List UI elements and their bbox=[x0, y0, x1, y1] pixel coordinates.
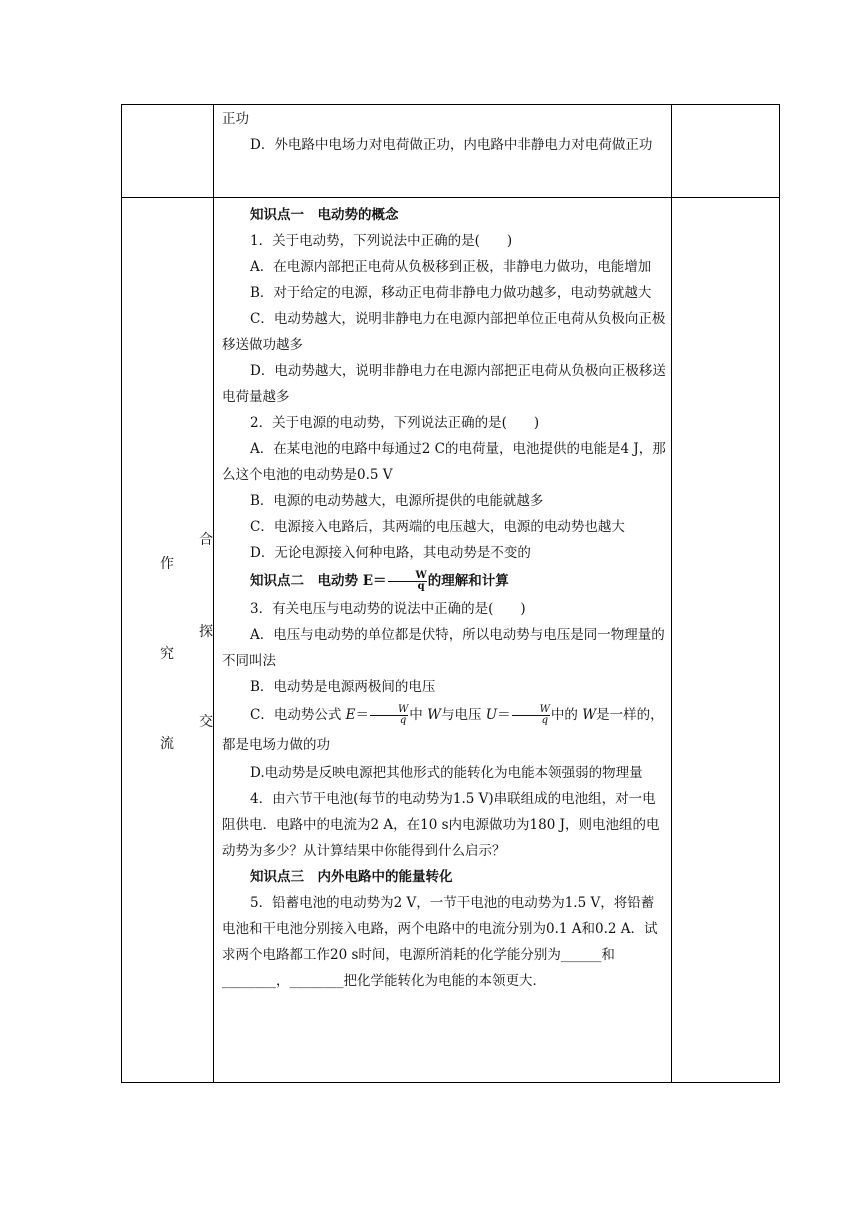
emf-fraction: $\frac{W}{q}$ bbox=[370, 705, 408, 726]
emf-formula-fraction: $\frac{W}{q}$ bbox=[388, 571, 427, 592]
question-3-option-a: A．电压与电动势的单位都是伏特，所以电动势与电压是同一物理量的不同叫法 bbox=[222, 627, 665, 669]
question-1: 1．关于电动势，下列说法中正确的是( ) bbox=[250, 233, 513, 249]
label-char: 交 bbox=[199, 714, 213, 730]
question-2: 2．关于电源的电动势，下列说法正确的是( ) bbox=[250, 415, 540, 431]
question-1-option-c: C．电动势越大，说明非静电力在电源内部把单位正电荷从负极向正极移送做功越多 bbox=[222, 311, 666, 353]
option-d-text: D．外电路中电场力对电荷做正功，内电路中非静电力对电荷做正功 bbox=[250, 137, 653, 153]
continued-text: 正功 bbox=[222, 111, 249, 127]
row-divider bbox=[121, 197, 780, 198]
question-3: 3．有关电压与电动势的说法中正确的是( ) bbox=[250, 601, 526, 617]
question-3-option-b: B．电动势是电源两极间的电压 bbox=[250, 679, 436, 695]
label-char: 流 bbox=[160, 736, 174, 752]
top-content-cell bbox=[222, 106, 666, 158]
question-2-option-c: C．电源接入电路后，其两端的电压越大，电源的电动势也越大 bbox=[250, 519, 625, 535]
question-5: 5．铅蓄电池的电动势为2 V，一节干电池的电动势为1.5 V，将铅蓄电池和干电池分别接入电路，两个电路中的电流分别为0.1 A和0.2 A．试求两个电路都工作20 s时间，电源所消耗的化学能分别为______和________，________把化学能转化为电能的本领更大． bbox=[222, 895, 658, 989]
question-2-option-b: B．电源的电动势越大，电源所提供的电能就越多 bbox=[250, 493, 544, 509]
question-3-option-c: C．电动势公式 E＝ $\frac{W}{q}$ 中 W与电压 U＝ $\frac{W}{q}$ 中的 W是一样的，都是电场力做的功 bbox=[222, 704, 664, 753]
table-top-border bbox=[121, 104, 780, 105]
label-char: 作 bbox=[160, 556, 174, 572]
voltage-fraction: $\frac{W}{q}$ bbox=[512, 705, 550, 726]
question-1-option-a: A．在电源内部把正电荷从负极移到正极，非静电力做功，电能增加 bbox=[250, 259, 652, 275]
table-left-border bbox=[121, 104, 122, 1083]
main-content-cell bbox=[222, 202, 666, 994]
knowledge-point-2-title: 知识点二 电动势 E＝ $\frac{W}{q}$ 的理解和计算 bbox=[250, 570, 509, 592]
question-2-option-a: A．在某电池的电路中每通过2 C的电荷量，电池提供的电能是4 J，那么这个电池的电动势是0.5 V bbox=[222, 441, 666, 483]
question-1-option-b: B．对于给定的电源，移动正电荷非静电力做功越多，电动势就越大 bbox=[250, 285, 652, 301]
knowledge-point-3-title: 知识点三 内外电路中的能量转化 bbox=[250, 869, 453, 885]
column-divider-2 bbox=[671, 104, 672, 1083]
table-right-border bbox=[779, 104, 780, 1083]
question-2-option-d: D．无论电源接入何种电路，其电动势是不变的 bbox=[250, 545, 531, 561]
question-3-option-d: D.电动势是反映电源把其他形式的能转化为电能本领强弱的物理量 bbox=[250, 765, 643, 781]
label-char: 合 bbox=[199, 532, 213, 548]
label-char: 探 bbox=[199, 624, 213, 640]
question-4: 4．由六节干电池(每节的电动势为1.5 V)串联组成的电池组，对一电阻供电．电路中的电流为2 A，在10 s内电源做功为180 J，则电池组的电动势为多少？从计算结果中你能得到什么启示？ bbox=[222, 791, 660, 859]
label-char: 究 bbox=[160, 646, 174, 662]
table-bottom-border bbox=[121, 1082, 780, 1083]
column-divider-1 bbox=[213, 104, 214, 1083]
question-1-option-d: D．电动势越大，说明非静电力在电源内部把正电荷从负极向正极移送电荷量越多 bbox=[222, 363, 666, 405]
knowledge-point-1-title: 知识点一 电动势的概念 bbox=[250, 207, 399, 223]
